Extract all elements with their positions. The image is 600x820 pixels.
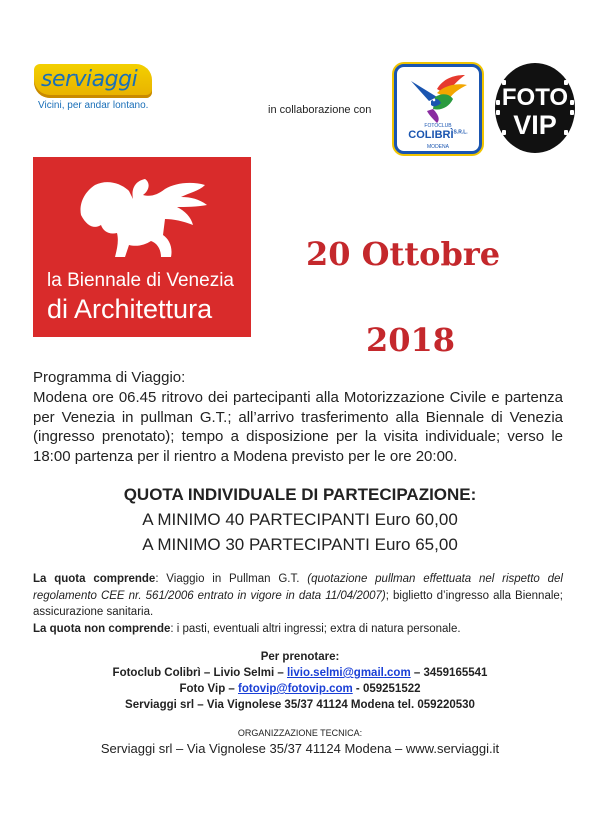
colibri-srl: S.R.L. (453, 129, 468, 136)
colibri-name-text: COLIBRÌ (408, 129, 454, 141)
booking-line-serviaggi: Serviaggi srl – Via Vignolese 35/37 41124 Modena tel. 059220530 (125, 699, 475, 711)
fotoclub-colibri-logo (394, 64, 482, 154)
excludes-label: La quota non comprende (33, 622, 171, 635)
includes-label: La quota comprende (33, 573, 156, 585)
booking-heading: Per prenotare: (260, 651, 340, 663)
quota-40-participants: A MINIMO 40 PARTECIPANTI Euro 60,00 (142, 510, 458, 529)
includes-italic: (quotazione pullman effettuata nel rispetto del regolamento CEE nr. 561/2006 entrato in vigore in data 11/04/2007) (33, 573, 563, 602)
booking-fotovip-phone: - 059251522 (352, 683, 421, 695)
collaboration-text: in collaborazione con (268, 104, 372, 116)
serviaggi-tagline: Vicini, per andar lontano. (38, 100, 149, 111)
biennale-logo (33, 157, 251, 337)
booking-colibri-phone: – 3459165541 (410, 667, 488, 679)
event-date-day-month: 20 Ottobre (306, 235, 501, 273)
quota-conditions (33, 571, 563, 637)
biennale-line2: di Architettura (47, 294, 213, 324)
biennale-line1: la Biennale di Venezia (47, 270, 234, 291)
organization-heading: ORGANIZZAZIONE TECNICA: (237, 728, 363, 738)
colibri-small-text: FOTOCLUB (424, 123, 452, 129)
booking-line-fotovip (0, 683, 600, 695)
colibri-city: MODENA (427, 144, 449, 150)
serviaggi-logo-badge (34, 64, 152, 98)
colibri-name (397, 129, 479, 141)
fotovip-line2: VIP (513, 110, 557, 140)
serviaggi-logo (34, 64, 152, 120)
program-title: Programma di Viaggio: (33, 369, 186, 386)
booking-colibri-contact: Fotoclub Colibrì – Livio Selmi – (112, 667, 287, 679)
hummingbird-icon (407, 71, 471, 125)
winged-lion-icon (73, 175, 213, 263)
quota-heading: QUOTA INDIVIDUALE DI PARTECIPAZIONE: (123, 485, 477, 504)
includes-text-b: ; biglietto d’ingresso alla Biennale; assicurazione sanitaria. (33, 589, 563, 618)
colibri-email-link[interactable]: livio.selmi@gmail.com (286, 667, 411, 679)
excludes-text: : i pasti, eventuali altri ingressi; extra di natura personale. (170, 622, 461, 635)
fotovip-email-link[interactable]: fotovip@fotovip.com (238, 683, 353, 695)
event-date-year: 2018 (366, 321, 456, 359)
booking-line-colibri (0, 667, 600, 679)
fotovip-line1: FOTO (501, 84, 569, 111)
fotovip-logo (494, 62, 576, 154)
includes-text-a: : Viaggio in Pullman G.T. (155, 573, 308, 585)
quota-30-participants: A MINIMO 30 PARTECIPANTI Euro 65,00 (142, 535, 458, 554)
serviaggi-logo-text: serviaggi (41, 67, 138, 92)
program-text: Modena ore 06.45 ritrovo dei partecipanti alla Motorizzazione Civile e partenza per Venezia in pullman G.T.; all’arrivo trasferimento alla Biennale di Venezia (ingresso prenotato); tempo a disposizione per la visita individuale; verso le 18:00 partenza per il rientro a Modena previsto per le ore 20:00. (33, 389, 563, 465)
booking-fotovip-contact: Foto Vip – (179, 683, 239, 695)
organization-line: Serviaggi srl – Via Vignolese 35/37 41124 Modena – www.serviaggi.it (100, 741, 500, 756)
